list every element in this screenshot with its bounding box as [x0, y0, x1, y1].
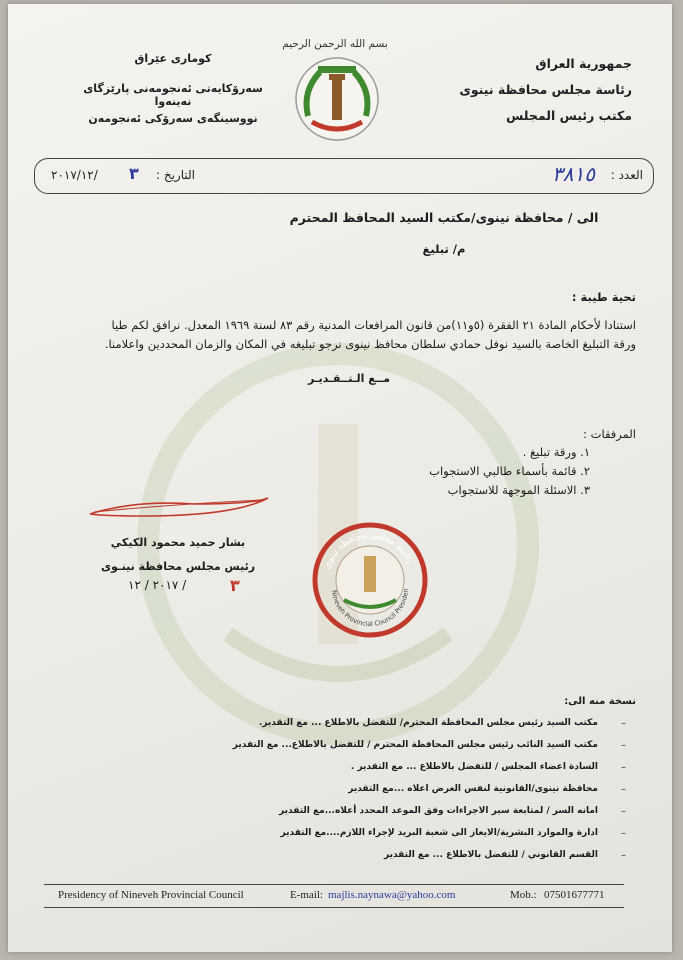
header-ku-country: كوماری عێراق	[134, 52, 212, 65]
greeting: تحية طيبة :	[571, 290, 636, 304]
reference-box	[34, 158, 654, 194]
copy-item: امانه السر / لمتابعة سير الاجراءات وفق الموعد المحدد أعلاه...مع التقدير	[279, 806, 598, 816]
document-page	[8, 4, 672, 952]
stamp-text-ar: رئاسة مجلس محافظة نينوى	[322, 530, 416, 571]
footer-email: majlis.naynawa@yahoo.com	[328, 889, 456, 901]
council-logo-icon	[294, 56, 380, 142]
copy-item: السادة اعضاء المجلس / للتفضل بالاطلاع ... مع التقدير .	[350, 762, 598, 772]
copy-dash: –	[621, 850, 626, 861]
copy-item: مكتب السيد رئيس مجلس المحافظة المحترم/ للتفضل بالاطلاع ... مع التقدير.	[258, 718, 598, 728]
signature-date: ٢٠١٧ / ١٢ /	[128, 578, 187, 592]
header-office: مكتب رئيس المجلس	[506, 108, 632, 123]
header-ku-office: نووسینگەی سەرۆكی ئەنجومەن	[88, 112, 258, 125]
attachments-label: المرفقات :	[583, 427, 636, 441]
copy-item: القسم القانوني / للتفضل بالاطلاع ... مع التقدير	[383, 850, 598, 860]
footer-bar	[44, 884, 624, 908]
footer-mob: 07501677771	[544, 889, 605, 901]
ref-number-label: العدد :	[610, 168, 643, 182]
body-line-1: استنادا لأحكام المادة ٢١ الفقرة (٥و١١)من قانون المرافعات المدنية رقم ٨٣ لسنة ١٩٦٩ المعدل. نرافق لكم طيا	[111, 318, 636, 332]
subject: م/ تبليغ	[422, 242, 466, 256]
signer-title: رئيس مجلس محافظة نينـوى	[100, 560, 256, 573]
attachment-item: ٣. الاسئلة الموجهة للاستجواب	[447, 483, 590, 497]
signer-name: بشار حميد محمود الكيكي	[110, 536, 246, 549]
copy-item: ادارة والموارد البشرية/الايعاز الى شعبة البريد لإجراء اللازم....مع التقدير	[280, 828, 598, 838]
ref-number-value: ٣٨١٥	[552, 162, 595, 186]
header-council: رئاسة مجلس محافظة نينوى	[459, 82, 632, 97]
date-label: التاريخ :	[155, 168, 195, 182]
copy-dash: –	[621, 762, 626, 773]
basmala: بسم الله الرحمن الرحيم	[282, 38, 388, 50]
copy-dash: –	[621, 718, 626, 729]
date-value: ٢٠١٧/١٢/	[51, 168, 98, 182]
copy-dash: –	[621, 740, 626, 751]
body-line-2: ورقة التبليغ الخاصة بالسيد نوفل حمادي سلطان محافظ نينوى نرجو تبليغه في المكان والزمان المحددين واعلامنا.	[104, 337, 636, 351]
copy-dash: –	[621, 806, 626, 817]
copy-item: مكتب السيد النائب رئيس مجلس المحافظة المحترم / للتفضل بالاطلاع... مع التقدير	[232, 740, 598, 750]
footer-mob-label: Mob.:	[510, 889, 537, 901]
attachment-item: ٢. قائمة بأسماء طالبي الاستجواب	[429, 464, 590, 478]
signature-date-day: ٣	[230, 576, 240, 595]
stamp-text-en: Nineveh Provincial Council Presiden	[330, 588, 411, 629]
signature-scribble-icon	[84, 490, 274, 526]
copy-dash: –	[621, 828, 626, 839]
footer-org: Presidency of Nineveh Provincial Council	[58, 889, 244, 901]
attachment-item: ١. ورقة تبليغ .	[522, 445, 590, 459]
recipient: الى / محافظة نينوى/مكتب السيد المحافظ المحترم	[289, 210, 599, 225]
copies-label: نسخة منه الى:	[564, 696, 636, 707]
closing: مــع الـتــقـديـر	[308, 372, 391, 385]
copy-dash: –	[621, 784, 626, 795]
date-day: ٣	[129, 164, 139, 183]
footer-email-label: E-mail:	[290, 889, 323, 901]
header-ku-council: سەرۆكایەتی ئەنجومەنی پارێزگای نەینەوا	[83, 82, 263, 108]
official-stamp-icon	[310, 520, 430, 640]
header-country: جمهورية العراق	[535, 56, 632, 71]
copy-item: محافظة نينوى/القانونية لنفس الغرض اعلاه ...مع التقدير	[348, 784, 598, 794]
